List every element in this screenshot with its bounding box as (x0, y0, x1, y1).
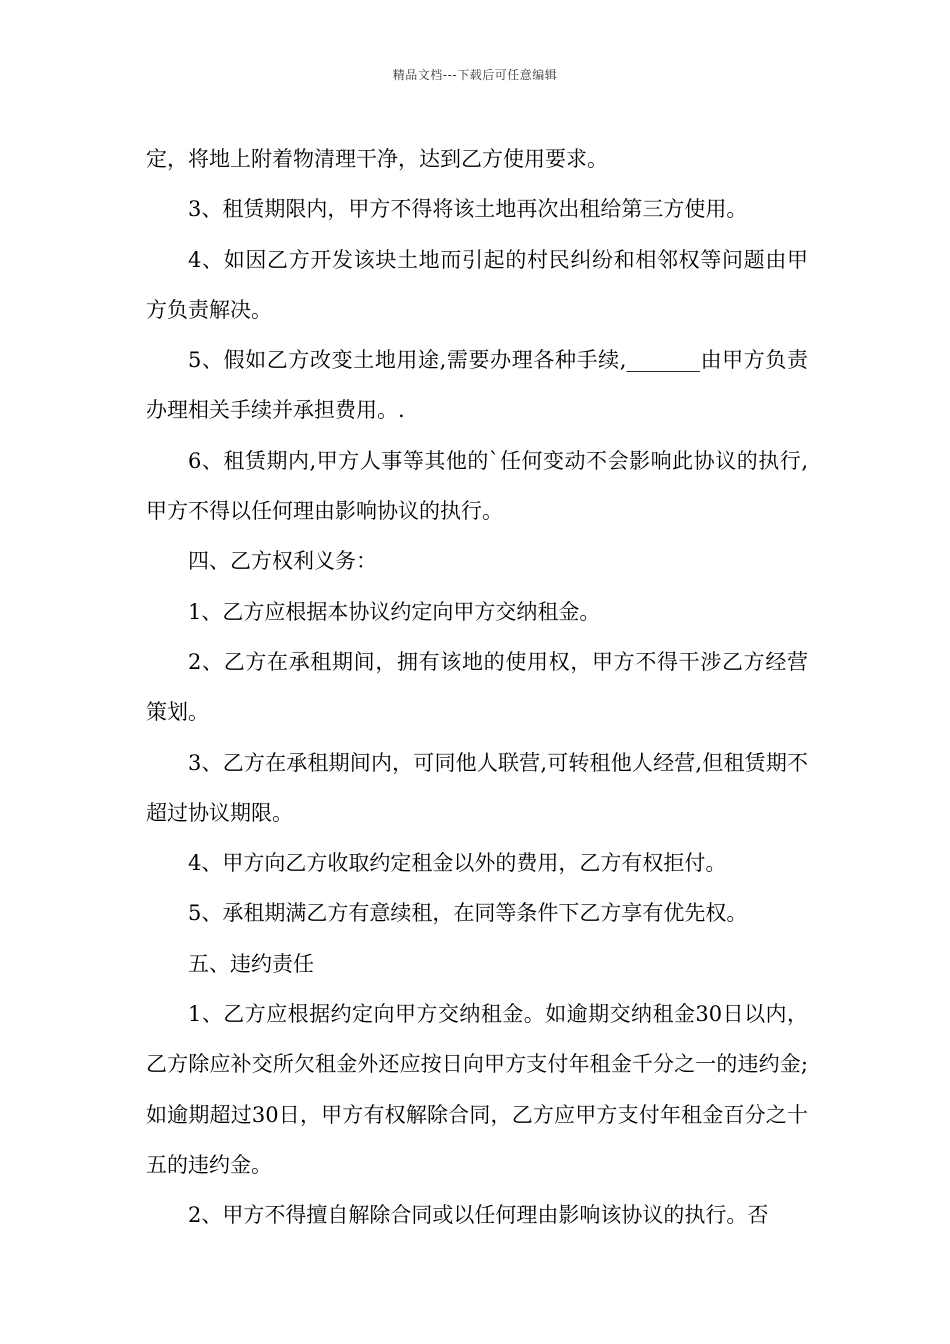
paragraph-item-4-2: 2、乙方在承租期间，拥有该地的使用权，甲方不得干涉乙方经营策划。 (146, 649, 808, 725)
paragraph-item-4-3: 3、乙方在承租期间内，可同他人联营,可转租他人经营,但租赁期不超过协议期限。 (146, 750, 808, 825)
paragraph-item-3: 3、租赁期限内，甲方不得将该土地再次出租给第三方使用。 (188, 197, 748, 222)
document-body (146, 134, 808, 1241)
paragraph-item-5-2: 2、甲方不得擅自解除合同或以任何理由影响该协议的执行。否 (188, 1203, 769, 1228)
paragraph-item-4: 4、如因乙方开发该块土地而引起的村民纠纷和相邻权等问题由甲方负责解决。 (146, 247, 808, 322)
paragraph-item-5: 5、假如乙方改变土地用途,需要办理各种手续,_______由甲方负责办理相关手续并承担费用。. (146, 348, 808, 423)
paragraph-item-4-4: 4、甲方向乙方收取约定租金以外的费用，乙方有权拒付。 (188, 851, 727, 876)
paragraph-item-4-5: 5、承租期满乙方有意续租，在同等条件下乙方享有优先权。 (188, 901, 748, 926)
section-heading-5: 五、违约责任 (188, 951, 314, 976)
page-header: 精品文档---下载后可任意编辑 (392, 68, 558, 82)
paragraph-continuation: 定，将地上附着物清理干净，达到乙方使用要求。 (146, 147, 608, 171)
section-heading-4: 四、乙方权利义务： (188, 549, 377, 574)
paragraph-item-4-1: 1、乙方应根据本协议约定向甲方交纳租金。 (188, 599, 601, 624)
paragraph-item-5-1: 1、乙方应根据约定向甲方交纳租金。如逾期交纳租金30日以内，乙方除应补交所欠租金外还应按日向甲方支付年租金千分之一的违约金;如逾期超过30日，甲方有权解除合同，乙方应甲方支付年租金百分之十五的违约金。 (146, 1002, 808, 1177)
paragraph-item-6: 6、租赁期内,甲方人事等其他的`任何变动不会影响此协议的执行,甲方不得以任何理由影响协议的执行。 (146, 448, 808, 524)
